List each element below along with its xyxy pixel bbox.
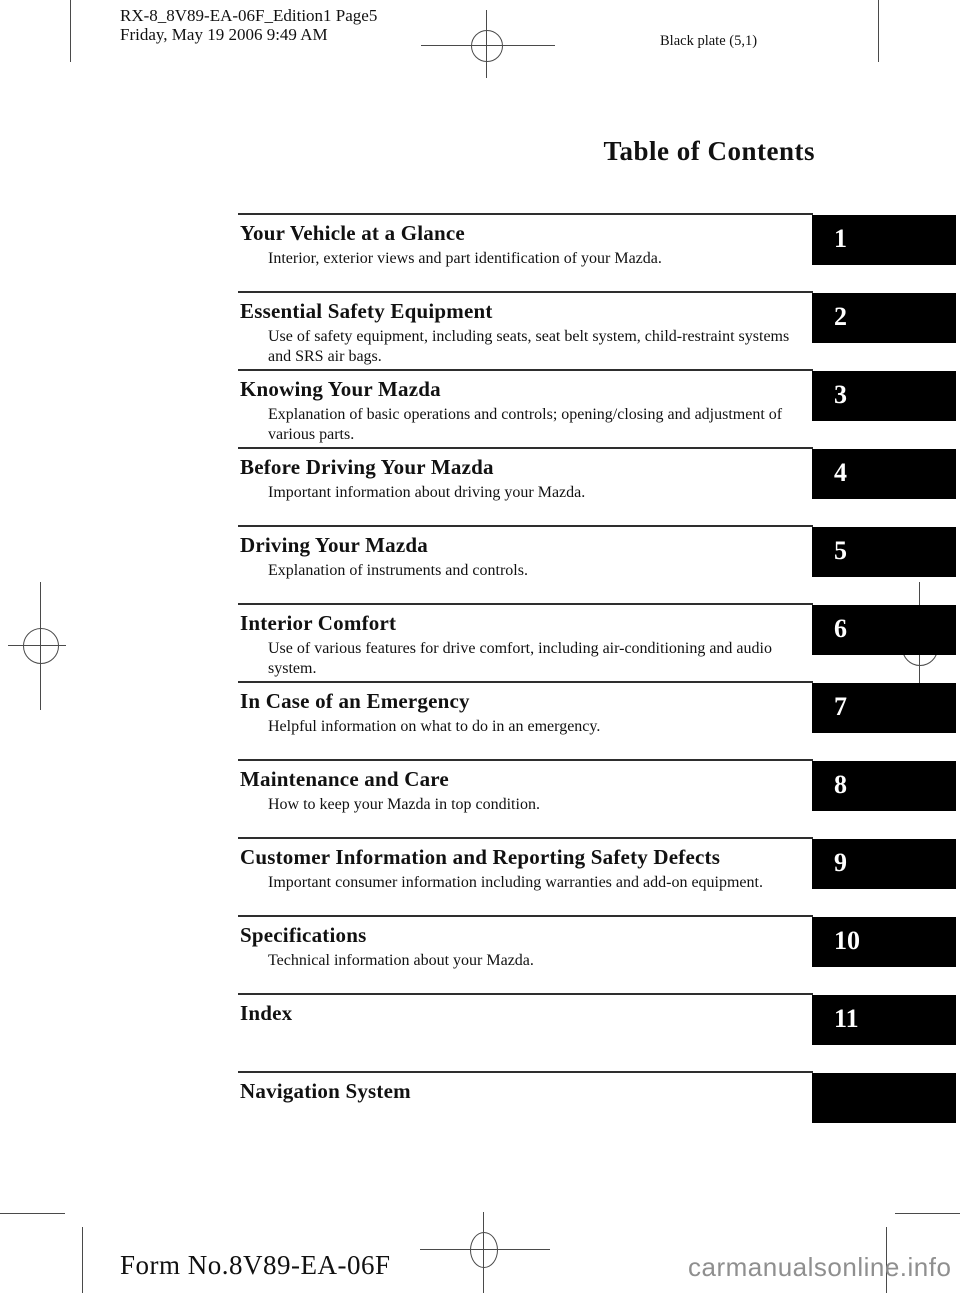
entry-title: Before Driving Your Mazda: [240, 455, 494, 479]
entry-description: Use of various features for drive comfort, including air-conditioning and audio system.: [268, 640, 772, 677]
entry-title: Your Vehicle at a Glance: [240, 221, 465, 245]
chapter-number-box: [812, 371, 956, 421]
entry-title: Specifications: [240, 923, 367, 947]
chapter-number-box: [812, 683, 956, 733]
entry-title: Navigation System: [240, 1079, 411, 1103]
entry-description: Use of safety equipment, including seats, seat belt system, child-restraint systems and SRS air bags.: [268, 328, 790, 365]
toc-entry: [0, 213, 960, 291]
chapter-number-box: [812, 215, 956, 265]
entry-divider: [238, 213, 813, 215]
entry-description: Important consumer information including warranties and add-on equipment.: [268, 874, 763, 891]
entry-title: Customer Information and Reporting Safety Defects: [240, 845, 721, 869]
chapter-number: 10: [834, 926, 860, 955]
chapter-number-box: [812, 293, 956, 343]
entry-divider: [238, 447, 813, 449]
crop-mark-top-left: [70, 0, 71, 62]
page-title: Table of Contents: [603, 136, 815, 166]
entry-title: Driving Your Mazda: [240, 533, 428, 557]
entry-divider: [238, 525, 813, 527]
crop-mark-bottom-left: [0, 1213, 65, 1214]
entry-title: Maintenance and Care: [240, 767, 449, 791]
entry-description: Interior, exterior views and part identification of your Mazda.: [268, 250, 662, 267]
chapter-number-box: [812, 917, 956, 967]
chapter-number-box: [812, 605, 956, 655]
chapter-number-box: [812, 449, 956, 499]
chapter-number: 7: [834, 692, 847, 721]
toc-entry: [0, 447, 960, 525]
chapter-number: 6: [834, 614, 847, 643]
entry-divider: [238, 291, 813, 293]
entry-divider: [238, 681, 813, 683]
entry-divider: [238, 993, 813, 995]
entry-description: How to keep your Mazda in top condition.: [268, 796, 540, 813]
chapter-number: 5: [834, 536, 847, 565]
chapter-number: 3: [834, 380, 847, 409]
entry-title: Knowing Your Mazda: [240, 377, 441, 401]
chapter-number: 2: [834, 302, 847, 331]
toc-entry: [0, 369, 960, 447]
entry-divider: [238, 603, 813, 605]
chapter-number-box: [812, 527, 956, 577]
chapter-number: 8: [834, 770, 847, 799]
entry-divider: [238, 1071, 813, 1073]
entry-title: Interior Comfort: [240, 611, 397, 635]
toc-entry: [0, 915, 960, 993]
chapter-number: 9: [834, 848, 847, 877]
entry-divider: [238, 915, 813, 917]
entry-description: Technical information about your Mazda.: [268, 952, 534, 969]
watermark: carmanualsonline.info: [688, 1252, 952, 1282]
chapter-number-box: [812, 1073, 956, 1123]
entry-description: Helpful information on what to do in an emergency.: [268, 718, 601, 735]
crop-mark-bottom-right: [895, 1213, 960, 1214]
toc-entry: [0, 525, 960, 603]
entry-description: Explanation of instruments and controls.: [268, 562, 528, 579]
toc-entry: [0, 1071, 960, 1149]
chapter-number-box: [812, 839, 956, 889]
entry-description: Important information about driving your Mazda.: [268, 484, 586, 501]
entry-description: Explanation of basic operations and controls; opening/closing and adjustment of various parts.: [268, 406, 783, 443]
toc-entry: [0, 291, 960, 369]
form-number: Form No.8V89-EA-06F: [120, 1250, 391, 1280]
chapter-number-box: [812, 761, 956, 811]
entry-title: Essential Safety Equipment: [240, 299, 493, 323]
entry-title: In Case of an Emergency: [240, 689, 470, 713]
toc-entry: [0, 993, 960, 1071]
chapter-number: 1: [834, 224, 847, 253]
crop-mark-bottom-left-vertical: [82, 1227, 83, 1293]
toc-entry: [0, 837, 960, 915]
toc-entry: [0, 759, 960, 837]
entry-divider: [238, 369, 813, 371]
chapter-number-box: [812, 995, 956, 1045]
document-reference-line1: RX-8_8V89-EA-06F_Edition1 Page5: [120, 6, 378, 25]
plate-note: Black plate (5,1): [660, 33, 758, 49]
entry-title: Index: [240, 1001, 293, 1025]
entry-divider: [238, 837, 813, 839]
toc-entry: [0, 681, 960, 759]
chapter-number: 11: [834, 1004, 859, 1033]
document-reference: [120, 6, 377, 44]
entry-divider: [238, 759, 813, 761]
toc-entry: [0, 603, 960, 681]
document-reference-line2: Friday, May 19 2006 9:49 AM: [120, 25, 328, 44]
crop-mark-top-right: [878, 0, 879, 62]
chapter-number: 4: [834, 458, 847, 487]
